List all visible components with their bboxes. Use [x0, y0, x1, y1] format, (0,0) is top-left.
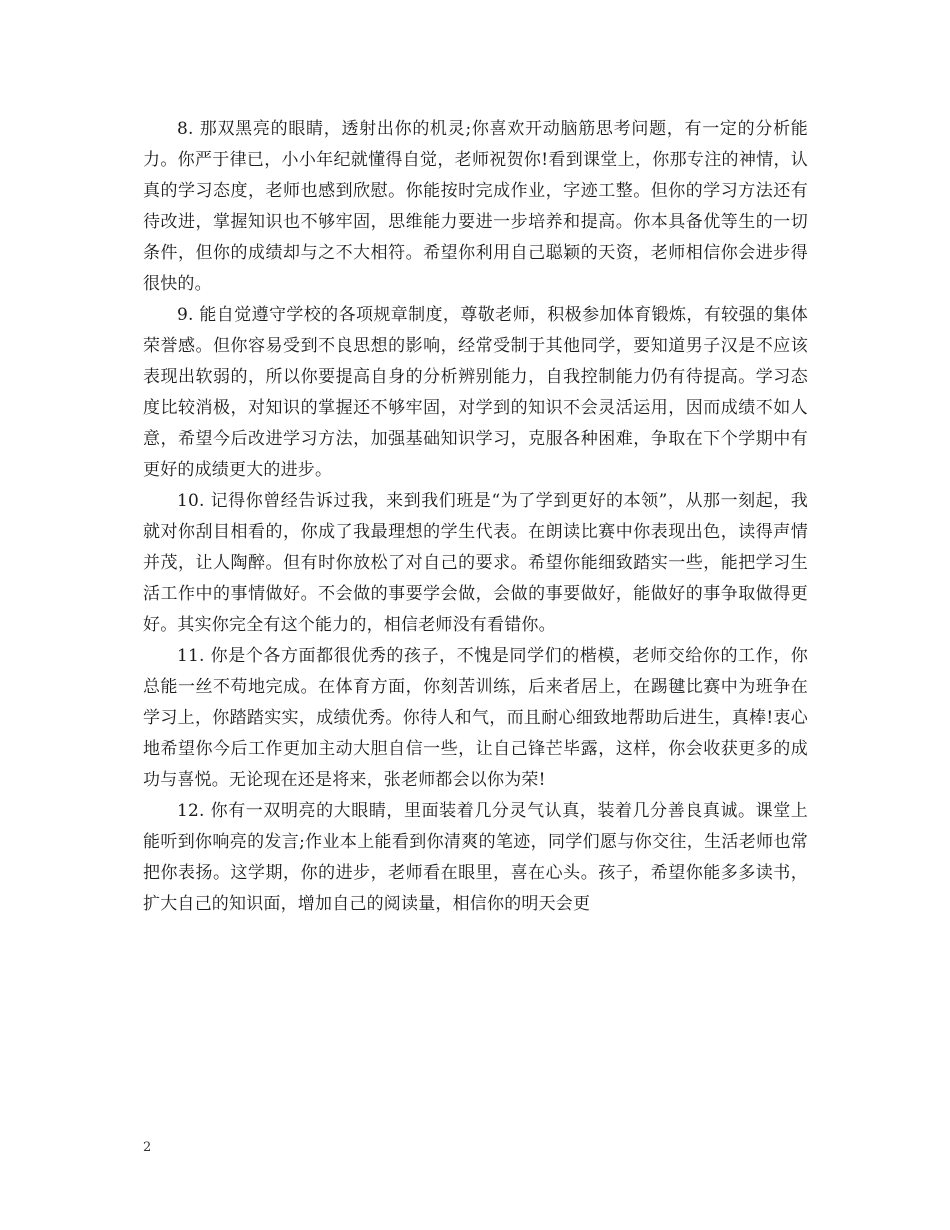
paragraph-9: 9. 能自觉遵守学校的各项规章制度，尊敬老师，积极参加体育锻炼，有较强的集体荣誉感。但你容易受到不良思想的影响，经常受制于其他同学，要知道男子汉是不应该表现出软弱的，所以你要提高自身的分析辨别能力，自我控制能力仍有待提高。学习态度比较消极，对知识的掌握还不够牢固，对学到的知识不会灵活运用，因而成绩不如人意，希望今后改进学习方法，加强基础知识学习，克服各种困难，争取在下个学期中有更好的成绩更大的进步。 — [143, 305, 808, 480]
paragraph-12: 12. 你有一双明亮的大眼睛，里面装着几分灵气认真，装着几分善良真诚。课堂上能听到你响亮的发言;作业本上能看到你清爽的笔迹，同学们愿与你交往，生活老师也常把你表扬。这学期，你的进步，老师看在眼里，喜在心头。孩子，希望你能多多读书，扩大自己的知识面，增加自己的阅读量，相信你的明天会更 — [143, 801, 808, 914]
paragraph-11: 11. 你是个各方面都很优秀的孩子，不愧是同学们的楷模，老师交给你的工作，你总能一丝不苟地完成。在体育方面，你刻苦训练，后来者居上，在踢毽比赛中为班争在学习上，你踏踏实实，成绩优秀。你待人和气，而且耐心细致地帮助后进生，真棒!衷心地希望你今后工作更加主动大胆自信一些，让自己锋芒毕露，这样，你会收获更多的成功与喜悦。无论现在还是将来，张老师都会以你为荣! — [143, 646, 808, 790]
page-number: 2 — [143, 1140, 152, 1155]
document-body — [143, 114, 808, 920]
paragraph-8: 8. 那双黑亮的眼睛，透射出你的机灵;你喜欢开动脑筋思考问题，有一定的分析能力。你严于律已，小小年纪就懂得自觉，老师祝贺你!看到课堂上，你那专注的神情，认真的学习态度，老师也感到欣慰。你能按时完成作业，字迹工整。但你的学习方法还有待改进，掌握知识也不够牢固，思维能力要进一步培养和提高。你本具备优等生的一切条件，但你的成绩却与之不大相符。希望你利用自己聪颖的天资，老师相信你会进步得很快的。 — [143, 119, 808, 294]
paragraph-10: 10. 记得你曾经告诉过我，来到我们班是“为了学到更好的本领”，从那一刻起，我就对你刮目相看的，你成了我最理想的学生代表。在朗读比赛中你表现出色，读得声情并茂，让人陶醉。但有时你放松了对自己的要求。希望你能细致踏实一些，能把学习生活工作中的事情做好。不会做的事要学会做，会做的事要做好，能做好的事争取做得更好。其实你完全有这个能力的，相信老师没有看错你。 — [143, 491, 808, 635]
